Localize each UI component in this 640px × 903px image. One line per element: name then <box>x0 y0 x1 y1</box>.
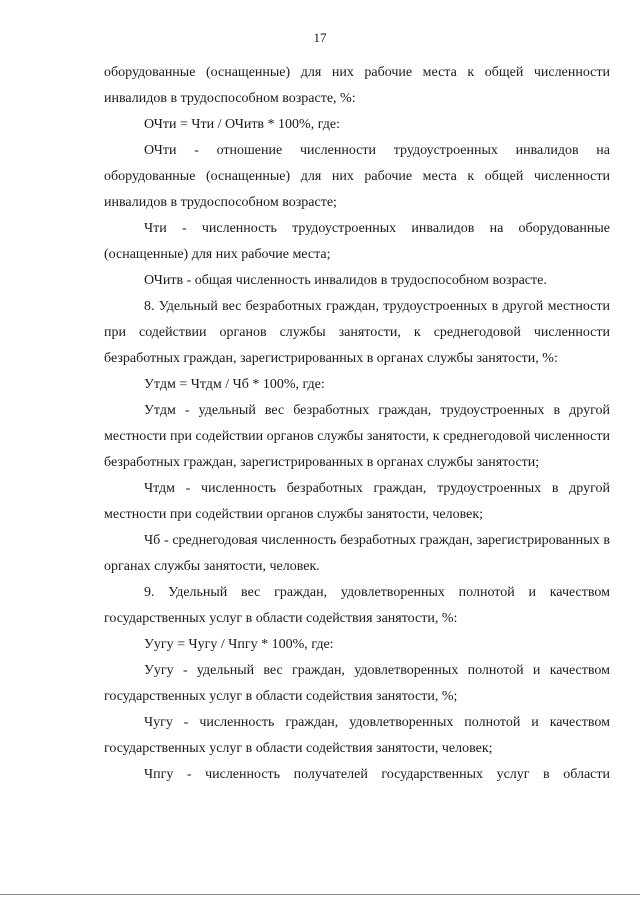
page-number: 17 <box>313 30 327 45</box>
paragraph-10: 9. Удельный вес граждан, удовлетворенных полнотой и качеством государственных услуг в области содействия занятости, %: <box>104 585 610 626</box>
paragraph-12: Уугу - удельный вес граждан, удовлетворенных полнотой и качеством государственных услуг в области содействия занятости, %; <box>104 663 610 704</box>
paragraph-9: Чб - среднегодовая численность безработных граждан, зарегистрированных в органах службы занятости, человек. <box>104 533 610 574</box>
bottom-edge-line <box>0 894 640 895</box>
paragraph-0: оборудованные (оснащенные) для них рабочие места к общей численности инвалидов в трудоспособном возрасте, %: <box>104 65 610 106</box>
paragraph-13: Чугу - численность граждан, удовлетворенных полнотой и качеством государственных услуг в области содействия занятости, человек; <box>104 715 610 756</box>
paragraph-4: ОЧитв - общая численность инвалидов в трудоспособном возрасте. <box>144 273 547 288</box>
paragraph-6: Утдм = Чтдм / Чб * 100%, где: <box>144 377 325 392</box>
paragraph-8: Чтдм - численность безработных граждан, трудоустроенных в другой местности при содействии органов службы занятости, человек; <box>104 481 610 522</box>
paragraph-14: Чпгу - численность получателей государственных услуг в области <box>144 767 610 782</box>
paragraph-7: Утдм - удельный вес безработных граждан, трудоустроенных в другой местности при содействии органов службы занятости, к среднегодовой численности безработных граждан, зарегистрированных в органах службы занятости; <box>104 403 610 470</box>
paragraph-11: Уугу = Чугу / Чпгу * 100%, где: <box>144 637 334 652</box>
paragraph-1: ОЧти = Чти / ОЧитв * 100%, где: <box>144 117 340 132</box>
paragraph-5: 8. Удельный вес безработных граждан, трудоустроенных в другой местности при содействии органов службы занятости, к среднегодовой численности безработных граждан, зарегистрированных в органах службы занятости, %: <box>104 299 610 366</box>
paragraph-2: ОЧти - отношение численности трудоустроенных инвалидов на оборудованные (оснащенные) для них рабочие места к общей численности инвалидов в трудоспособном возрасте; <box>104 143 610 210</box>
paragraph-3: Чти - численность трудоустроенных инвалидов на оборудованные (оснащенные) для них рабочие места; <box>104 221 610 262</box>
document-body <box>104 60 610 788</box>
